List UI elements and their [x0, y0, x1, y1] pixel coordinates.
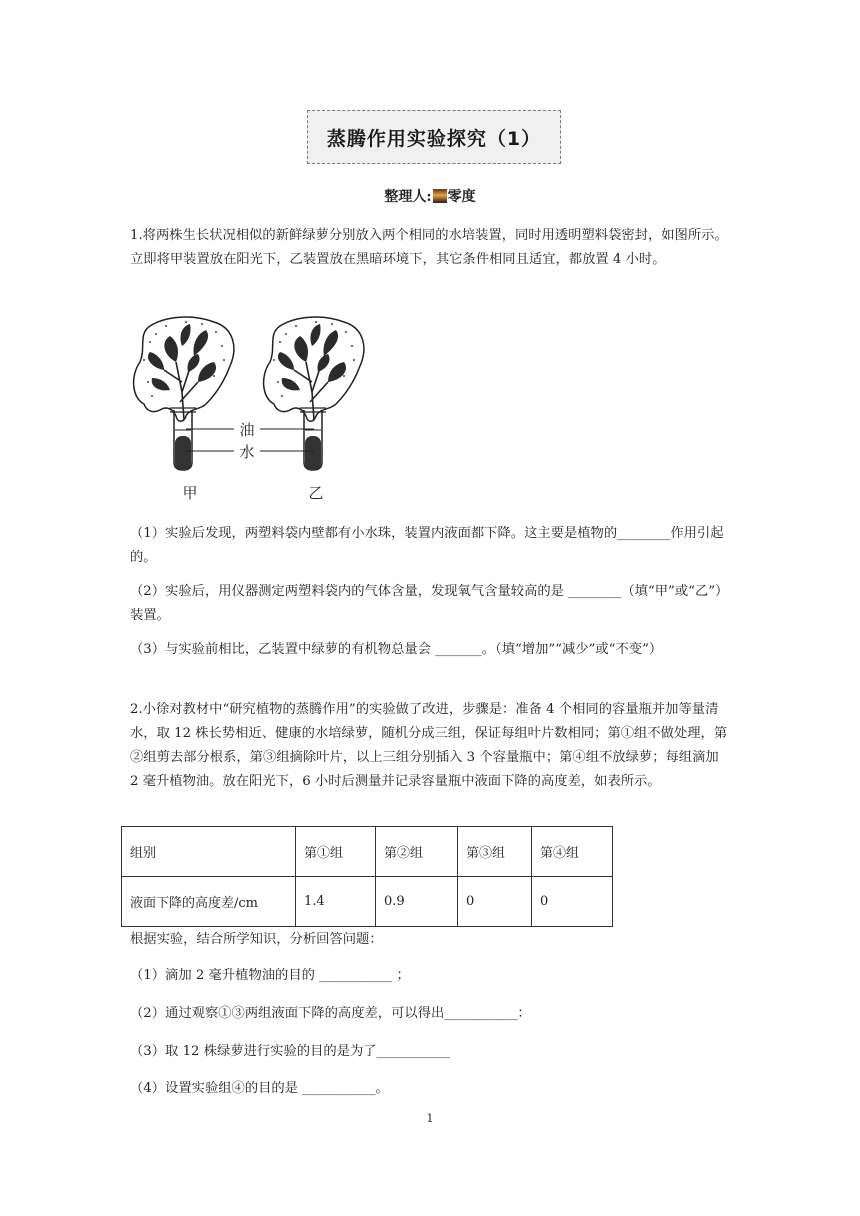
- results-table: [121, 826, 613, 927]
- q1-sub1: （1）实验后发现，两塑料袋内壁都有小水珠，装置内液面都下降。这主要是植物的________作用引起的。: [130, 526, 724, 565]
- page-title: 蒸腾作用实验探究（1）: [326, 127, 542, 150]
- author-line: [0, 186, 860, 206]
- water-label: 水: [239, 443, 255, 461]
- table-cell: 第②组: [376, 827, 458, 877]
- table-cell: 1.4: [296, 877, 376, 927]
- q1-sub3: （3）与实验前相比，乙装置中绿萝的有机物总量会 _______。（填“增加”“减少”或“不变”）: [130, 642, 663, 657]
- author-name: 零度: [447, 189, 476, 205]
- author-label: 整理人:: [384, 189, 432, 205]
- table-cell: 0: [458, 877, 532, 927]
- table-cell: 0.9: [376, 877, 458, 927]
- page-number: 1: [426, 1112, 434, 1125]
- table-cell: 第④组: [532, 827, 613, 877]
- table-cell: 0: [532, 877, 613, 927]
- table-cell: 组别: [122, 827, 296, 877]
- table-row: [122, 877, 613, 927]
- oil-label: 油: [239, 421, 255, 439]
- q2-sub4: （4）设置实验组④的目的是 ___________。: [130, 1081, 389, 1096]
- table-cell: 第①组: [296, 827, 376, 877]
- title-box: [307, 110, 561, 164]
- q2-sub1: （1）滴加 2 毫升植物油的目的 ___________ ；: [130, 968, 410, 983]
- table-cell: 液面下降的高度差/cm: [122, 877, 296, 927]
- label-jia: 甲: [182, 484, 198, 502]
- experiment-figure: [126, 312, 366, 507]
- table-cell: 第③组: [458, 827, 532, 877]
- q2-sub3: （3）取 12 株绿萝进行实验的目的是为了___________: [130, 1044, 450, 1059]
- q2-sub2: （2）通过观察①③两组液面下降的高度差，可以得出___________：: [130, 1006, 531, 1021]
- author-avatar: [433, 189, 447, 203]
- q1-sub2: （2）实验后，用仪器测定两塑料袋内的气体含量，发现氧气含量较高的是 ________（填“甲”或“乙”）装置。: [130, 584, 729, 623]
- table-header-row: [122, 827, 613, 877]
- label-yi: 乙: [308, 484, 324, 502]
- q1-stem: 1.将两株生长状况相似的新鲜绿萝分别放入两个相同的水培装置，同时用透明塑料袋密封，如图所示。立即将甲装置放在阳光下，乙装置放在黑暗环境下，其它条件相同且适宜，都放置 4 小时。: [130, 228, 728, 267]
- q2-intro: 根据实验，结合所学知识，分析回答问题：: [130, 932, 383, 947]
- q2-stem: 2.小徐对教材中“研究植物的蒸腾作用”的实验做了改进，步骤是：准备 4 个相同的容量瓶并加等量清水，取 12 株长势相近、健康的水培绿萝，随机分成三组，保证每组叶片数相同；第①组不做处理，第②组剪去部分根系，第③组摘除叶片，以上三组分别插入 3 个容量瓶中；第④组不放绿萝；每组滴加 2 毫升植物油。放在阳光下，6 小时后测量并记录容量瓶中液面下降的高度差，如表所示。: [130, 702, 728, 789]
